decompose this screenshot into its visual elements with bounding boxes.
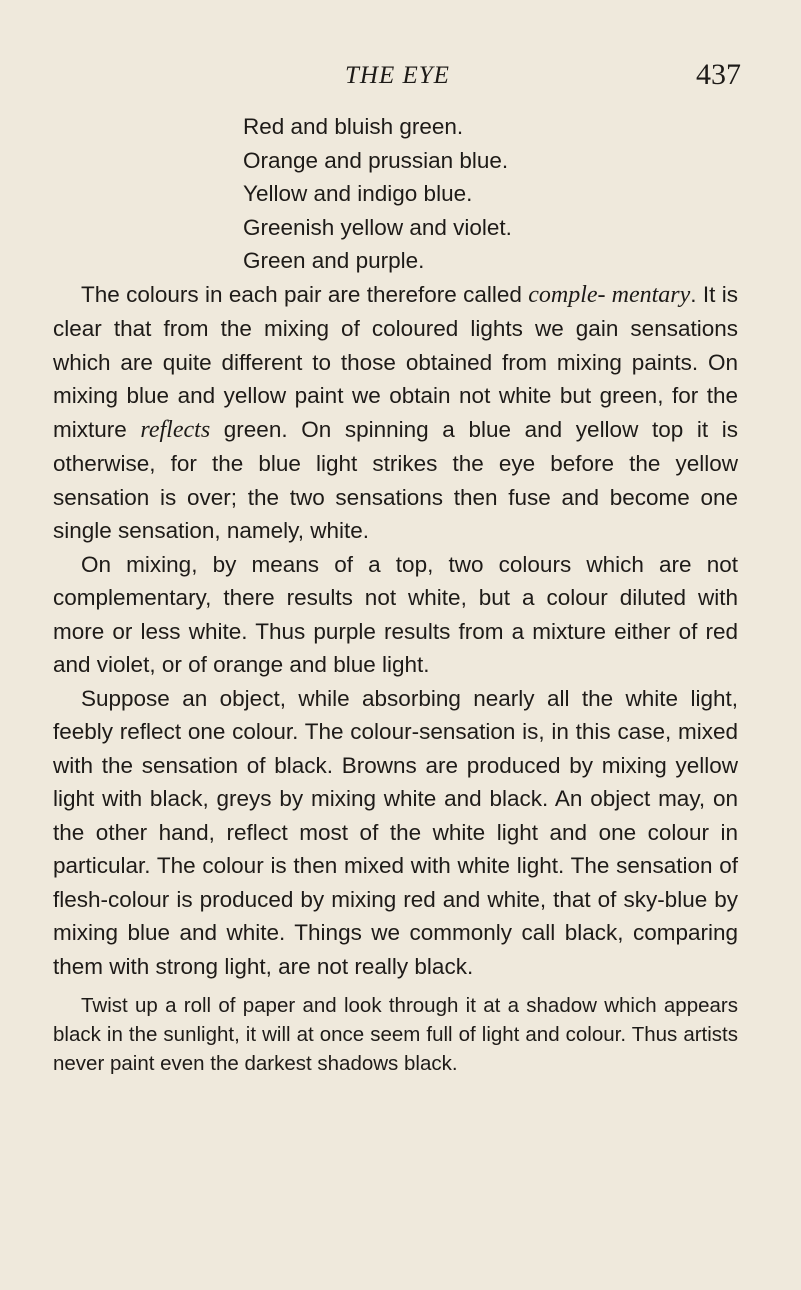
paragraph-shadows: Twist up a roll of paper and look through it at a shadow which appears black in the sunlight, it will at once seem full of light and colour. Thus artists never paint even the darkest shadows black. [53,994,738,1075]
color-pair-item: Orange and prussian blue. [243,147,509,173]
para1-before: The colours in each pair are therefore called [81,281,529,307]
color-pair-item: Greenish yellow and violet. [243,214,512,240]
para1-middle: . It is clear that from the mixing of coloured lights we gain sensations which are quite different to those obtained from mixing paints. On mixing blue and yellow paint we obtain not white but green, for the mixture [53,281,738,442]
page-number: 437 [696,58,741,91]
color-pair-item: Yellow and indigo blue. [243,181,473,206]
para1-emphasis-reflects: reflects [140,416,211,443]
para1-after: green. On spinning a blue and yellow top it is otherwise, for the blue light strikes the eye before the yellow sensation is over; the two sensations then fuse and become one single sensation, namely, white. [53,416,738,543]
color-pair-item: Red and bluish green. [243,114,464,139]
body-text [53,110,738,1078]
color-pair-item: Green and purple. [243,248,425,273]
color-pair-list [53,110,738,278]
running-title: THE EYE [345,62,450,89]
paragraph-browns-greys: Suppose an object, while absorbing nearly all the white light, feebly reflect one colour. The colour-sensation is, in this case, mixed with the sensation of black. Browns are produced by mixing yellow light with black, greys by mixing white and black. An object may, on the other hand, reflect most of the white light and one colour in particular. The colour is then mixed with white light. The sensation of flesh-colour is produced by mixing red and white, that of sky-blue by mixing blue and white. Things we commonly call black, comparing them with strong light, are not really black. [53,685,738,979]
page-header [0,56,801,96]
para1-emphasis-complementary: comple- mentary [528,281,691,308]
paragraph-complementary [53,278,738,548]
paragraph-non-complementary: On mixing, by means of a top, two colours which are not complementary, there results not white, but a colour diluted with more or less white. Thus purple results from a mixture either of red and violet, or of orange and blue light. [53,551,738,677]
